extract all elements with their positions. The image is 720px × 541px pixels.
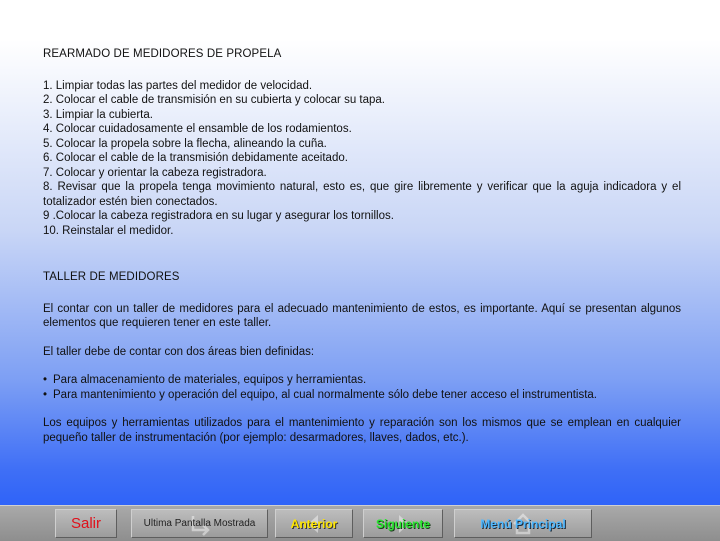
step-item: 2. Colocar el cable de transmisión en su cubierta y colocar su tapa. [43,94,385,106]
step-item: 9 .Colocar la cabeza registradora en su lugar y asegurar los tornillos. [43,210,394,222]
main-menu-button-label: Menú Principal [480,516,566,531]
step-item: 1. Limpiar todas las partes del medidor de velocidad. [43,79,313,92]
main-menu-button[interactable] [454,509,592,538]
bullet-text: Para almacenamiento de materiales, equipos y herramientas. [53,374,367,386]
step-item: 10. Reinstalar el medidor. [43,224,174,237]
taller-equipment-paragraph: Los equipos y herramientas utilizados para el mantenimiento y reparación son los mismos que se emplean en cualquier pequeño taller de instrumentación (por ejemplo: desarmadores, llaves, dados, etc.). [43,417,681,444]
last-screen-button[interactable] [131,509,268,538]
step-item: 8. Revisar que la propela tenga movimiento natural, esto es, que gire libremente y verificar que la aguja indicadora y el totalizador estén bien conectados. [43,181,681,208]
last-screen-button-label: Ultima Pantalla Mostrada [143,518,256,529]
section-title-taller: TALLER DE MEDIDORES [43,271,180,283]
navigation-bar [0,505,720,541]
step-item: 4. Colocar cuidadosamente el ensamble de los rodamientos. [43,123,352,135]
main-content [43,47,681,459]
bullet-item [43,388,681,403]
step-item: 7. Colocar y orientar la cabeza registradora. [43,166,267,179]
next-button[interactable] [363,509,443,538]
bullet-icon: • [43,388,48,401]
exit-button[interactable] [55,509,117,538]
taller-intro-paragraph: El contar con un taller de medidores para el adecuado mantenimiento de estos, es importante. Aquí se presentan algunos elementos que requieren tener en este taller. [43,302,681,329]
next-button-label: Siguiente [375,516,430,531]
areas-bullet-list [43,373,681,402]
taller-areas-paragraph: El taller debe de contar con dos áreas bien definidas: [43,345,315,358]
step-item: 6. Colocar el cable de la transmisión debidamente aceitado. [43,152,348,164]
previous-button[interactable] [275,509,353,538]
step-item: 3. Limpiar la cubierta. [43,108,153,121]
exit-button-label: Salir [70,515,101,532]
section-title-rearmado: REARMADO DE MEDIDORES DE PROPELA [43,48,282,60]
steps-list [43,79,681,239]
bullet-item [43,373,681,388]
step-item: 5. Colocar la propela sobre la flecha, alineando la cuña. [43,137,327,150]
bullet-text: Para mantenimiento y operación del equipo, al cual normalmente sólo debe tener acceso el instrumentista. [53,388,598,401]
previous-button-label: Anterior [290,516,338,531]
section-spacer [43,238,681,270]
bullet-icon: • [43,374,48,386]
